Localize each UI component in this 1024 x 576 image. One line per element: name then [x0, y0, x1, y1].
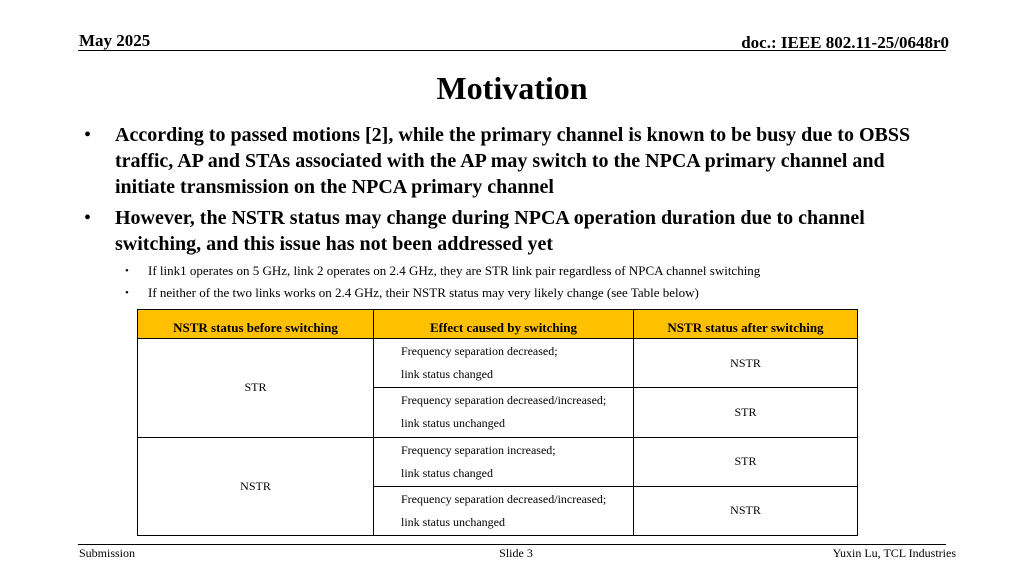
after-status-cell: STR: [634, 437, 858, 486]
header-date: May 2025: [79, 31, 151, 50]
header-doc-id: doc.: IEEE 802.11-25/0648r0: [741, 33, 949, 52]
footer-author: Yuxin Lu, TCL Industries: [832, 546, 956, 560]
effect-cell: [374, 486, 634, 535]
table-row: [138, 437, 858, 486]
subbullet-item: [84, 285, 944, 301]
subbullet-marker: •: [125, 287, 129, 299]
bullet-text: According to passed motions [2], while the primary channel is known to be busy due to OBSS traffic, AP and STAs associated with the AP may switch to the NPCA primary channel and initiate transmission on the NPCA primary channel: [115, 124, 911, 198]
subbullet-text: If link1 operates on 5 GHz, link 2 operates on 2.4 GHz, they are STR link pair regardless of NPCA channel switching: [148, 263, 761, 278]
after-status-cell: STR: [634, 388, 858, 437]
effect-cell: [374, 388, 634, 437]
effect-line: link status changed: [401, 367, 493, 382]
footer-submission: Submission: [79, 546, 136, 560]
effect-line: link status unchanged: [401, 514, 505, 529]
bullet-marker: •: [84, 124, 92, 146]
after-status-cell: NSTR: [634, 339, 858, 388]
subbullet-item: [84, 263, 944, 279]
table-row: [138, 339, 858, 388]
effect-line: Frequency separation decreased;: [401, 344, 558, 359]
bullet-text: However, the NSTR status may change during NPCA operation duration due to channel switching, and this issue has not been addressed yet: [115, 207, 865, 255]
effect-cell: [374, 339, 634, 388]
bullet-item: [84, 122, 944, 200]
effect-line: Frequency separation decreased/increased;: [401, 491, 607, 506]
header-after-switching: NSTR status after switching: [634, 310, 858, 339]
footer-slide-number: Slide 3: [499, 546, 533, 560]
before-status-cell: NSTR: [138, 437, 374, 536]
nstr-status-table: [137, 309, 858, 536]
bullet-list: [84, 122, 944, 301]
header-divider: [78, 50, 946, 51]
bullet-marker: •: [84, 207, 92, 229]
before-status-cell: STR: [138, 339, 374, 438]
effect-line: Frequency separation increased;: [401, 442, 556, 457]
subbullet-text: If neither of the two links works on 2.4 GHz, their NSTR status may very likely change (see Table below): [148, 285, 699, 300]
after-status-cell: NSTR: [634, 486, 858, 535]
header-effect: Effect caused by switching: [374, 310, 634, 339]
slide-title: Motivation: [436, 70, 588, 106]
footer-divider: [78, 544, 946, 545]
effect-line: Frequency separation decreased/increased;: [401, 393, 607, 408]
effect-line: link status changed: [401, 465, 493, 480]
effect-cell: [374, 437, 634, 486]
bullet-item: [84, 205, 944, 257]
header-before-switching: NSTR status before switching: [138, 310, 374, 339]
table-header-row: [138, 310, 858, 339]
effect-line: link status unchanged: [401, 416, 505, 431]
subbullet-marker: •: [125, 265, 129, 277]
